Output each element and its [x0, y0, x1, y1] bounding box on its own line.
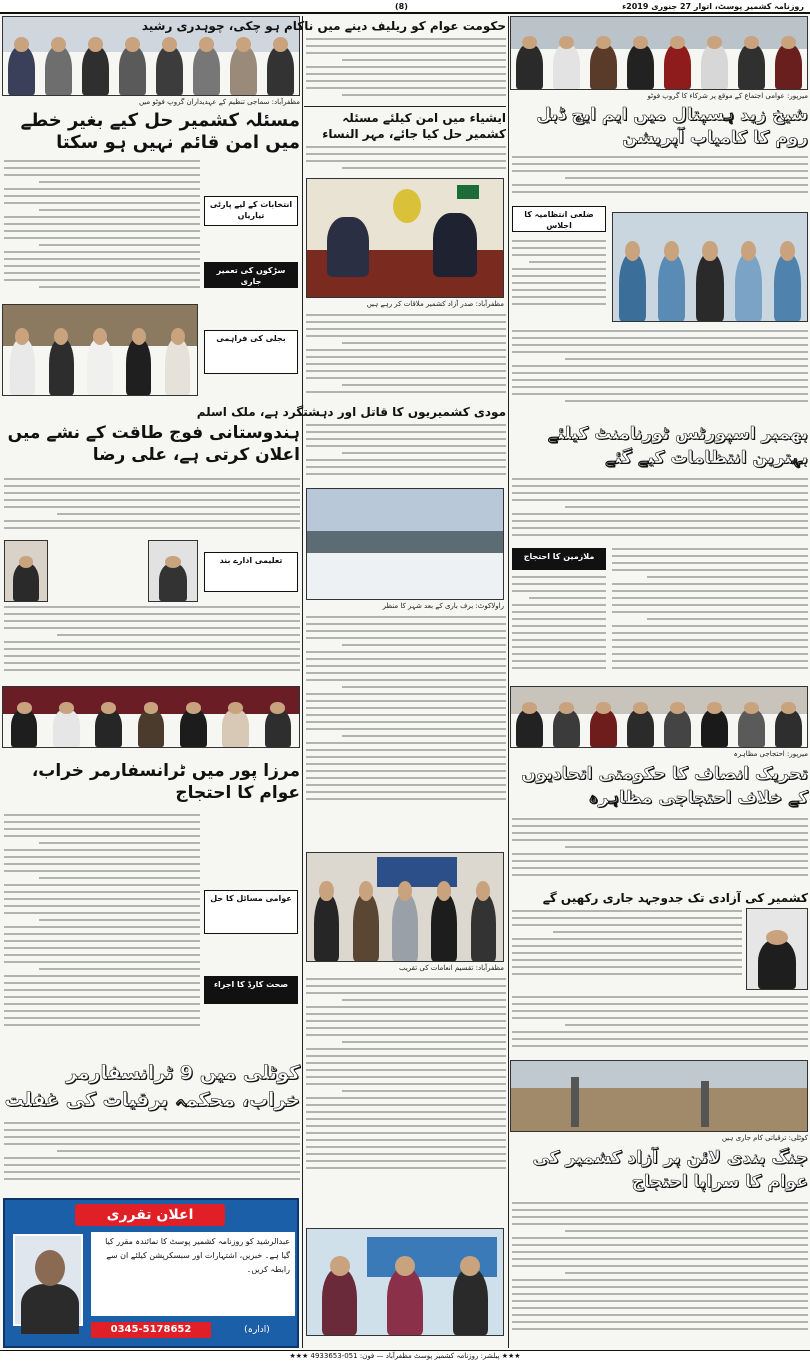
headline-modi: مودی کشمیریوں کا قاتل اور دہشتگرد ہے، ملک اسلم: [196, 405, 506, 419]
photo-caption: میرپور: عوامی اجتماع کے موقع پر شرکاء کا گروپ فوٹو: [647, 92, 808, 100]
photo-certificate: [306, 1228, 504, 1336]
article-body: [306, 146, 506, 174]
article-body: [4, 160, 200, 300]
boxed-headline: انتخابات کے لیے پارٹی تیاریاں: [204, 196, 298, 226]
article-body: [612, 548, 808, 682]
photo-caption: مظفرآباد: صدر آزاد کشمیر ملاقات کر رہے ہیں: [366, 300, 504, 308]
headline-strike: تحریک انصاف کا حکومتی اتحادیوں کے خلاف احتجاجی مظاہرہ: [521, 764, 808, 808]
article-body: [512, 576, 606, 682]
photo-operation-theatre: [612, 212, 808, 322]
masthead: [0, 0, 810, 14]
article-body: [4, 1122, 300, 1192]
boxed-headline: ملازمین کا احتجاج: [512, 548, 606, 570]
article-body: [512, 330, 808, 418]
article-body: [306, 424, 506, 484]
photo-meeting-office: [306, 178, 504, 298]
article-body: [512, 240, 606, 320]
ad-body: عبدالرشید کو روزنامہ کشمیر پوسٹ کا نمائندہ مقرر کیا گیا ہے۔ خبریں، اشتہارات اور سبسکرپشن کیلئے ان سے رابطہ کریں۔: [91, 1232, 295, 1316]
photo-caption: میرپور: احتجاجی مظاہرہ: [733, 750, 808, 758]
article-body: [512, 910, 742, 990]
ad-signature: (ادارہ): [244, 1325, 270, 1335]
headline-kotli: کوٹلی میں 9 ٹرانسفارمر خراب، محکمہ برقیات کی غفلت: [4, 1062, 300, 1111]
photo-snow-town: [306, 488, 504, 600]
headline-mirpur: مرزا پور میں ٹرانسفارمر خراب، عوام کا احتجاج: [31, 761, 300, 803]
headline-kashmir-issue: مسئلہ کشمیر حل کیے بغیر خطے میں امن قائم نہیں ہو سکتا: [20, 110, 300, 153]
photo-group-right-top: [510, 16, 808, 90]
headline-kashmir-freedom: کشمیر کی آزادی تک جدوجہد جاری رکھیں گے: [542, 891, 808, 905]
article-body: [4, 478, 300, 536]
divider: [304, 106, 506, 107]
photo-caption: کوٹلی: ترقیاتی کام جاری ہیں: [721, 1134, 808, 1142]
article-body: [512, 818, 808, 886]
article-body: [512, 156, 808, 200]
article-body: [306, 616, 506, 816]
article-body: [4, 606, 300, 682]
article-body: [512, 1202, 808, 1346]
photo-group-left-event: [2, 686, 300, 748]
boxed-headline: صحت کارڈ کا اجراء: [204, 976, 298, 1004]
photo-group-left-mid: [2, 304, 198, 396]
boxed-headline: ضلعی انتظامیہ کا اجلاس: [512, 206, 606, 232]
ad-portrait: [13, 1234, 83, 1326]
photo-caption: راولاکوٹ: برف باری کے بعد شہر کا منظر: [382, 602, 504, 610]
article-body: [512, 996, 808, 1056]
boxed-headline: بجلی کی فراہمی: [204, 330, 298, 374]
portrait-photo: [746, 908, 808, 990]
photo-protest-crowd: [510, 686, 808, 748]
photo-construction: [510, 1060, 808, 1132]
portrait-photo: [148, 540, 198, 602]
boxed-headline: عوامی مسائل کا حل: [204, 890, 298, 934]
footer-contact: ★★★ پبلشر: روزنامہ کشمیر پوسٹ مظفرآباد — فون: 051-4933653 ★★★: [0, 1350, 810, 1362]
headline-asia-peace: ایشیاء میں امن کیلئے مسئلہ کشمیر حل کیا جائے، مہر النساء: [322, 111, 506, 141]
page-number: (8): [395, 2, 408, 11]
boxed-headline: تعلیمی ادارے بند: [204, 552, 298, 592]
boxed-headline: سڑکوں کی تعمیر جاری: [204, 262, 298, 288]
photo-caption: مظفرآباد: سماجی تنظیم کے عہدیداران گروپ فوٹو میں: [138, 98, 300, 106]
portrait-photo: [4, 540, 48, 602]
article-body: [4, 814, 200, 1044]
article-body: [306, 978, 506, 1188]
ad-phone-number: 0345-5178652: [91, 1322, 211, 1338]
appointment-ad: [3, 1198, 299, 1348]
column-rule: [302, 16, 303, 1348]
article-body: [306, 314, 506, 406]
ad-title: اعلان تقرری: [75, 1204, 225, 1226]
photo-caption: مظفرآباد: تقسیم انعامات کی تقریب: [398, 964, 504, 972]
headline-bhimber: بھمبر اسپورٹس ٹورنامنٹ کیلئے بہترین انتظامات کیے گئے: [547, 424, 808, 468]
photo-award-ceremony: [306, 852, 504, 962]
headline-pm-hospital: شیخ زید ہسپتال میں ایم ایچ ڈبل روم کا کامیاب آپریشن: [536, 105, 808, 148]
headline-relief: حکومت عوام کو ریلیف دینے میں ناکام ہو چکی، چوہدری رشید: [141, 19, 506, 33]
headline-india-forces: ہندوستانی فوج طاقت کے نشے میں اعلان کرتی ہے، علی رضا: [7, 423, 300, 465]
article-body: [512, 478, 808, 544]
headline-protest: جنگ بندی لائن پر آزاد کشمیر کی عوام کا سراپا احتجاج: [532, 1148, 808, 1192]
paper-title-date: روزنامہ کشمیر پوسٹ، اتوار 27 جنوری 2019ء: [622, 2, 804, 11]
article-body: [306, 38, 506, 104]
column-rule: [508, 16, 509, 1348]
